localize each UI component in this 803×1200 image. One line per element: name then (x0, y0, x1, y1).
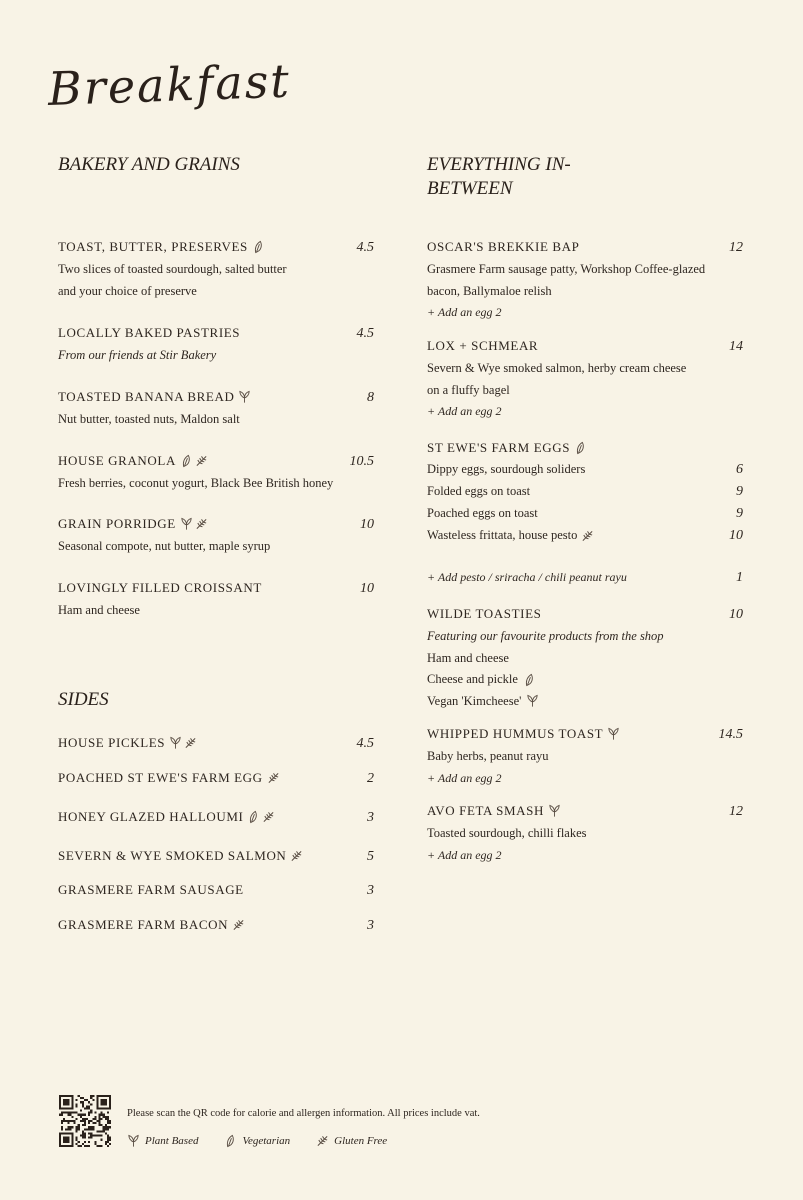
item-name: OSCAR'S BREKKIE BAP (427, 239, 580, 254)
menu-item-farm-eggs (427, 437, 747, 589)
item-header (58, 732, 378, 755)
item-addon: + Add an egg 2 (427, 770, 502, 785)
item-name-text: GRASMERE FARM SAUSAGE (58, 882, 244, 897)
item-description: Seasonal compote, nut butter, maple syrup (58, 539, 271, 553)
item-addon: + Add an egg 2 (427, 847, 502, 862)
item-icons (238, 390, 251, 404)
toastie-option (427, 669, 747, 691)
item-price: 2 (367, 771, 374, 786)
item-name-text: POACHED ST EWE'S FARM EGG (58, 770, 263, 785)
item-price: 8 (367, 390, 374, 405)
item-header (58, 513, 378, 536)
legend-gluten-free (316, 1134, 387, 1148)
item-icons (232, 918, 245, 932)
item-name-text: GRASMERE FARM BACON (58, 917, 229, 932)
item-header (58, 450, 378, 473)
item-addon: + Add an egg 2 (427, 404, 502, 418)
side-item (58, 845, 378, 868)
item-name-text: HOUSE PICKLES (58, 735, 166, 750)
menu-item-avo-feta (427, 800, 747, 866)
side-item (58, 879, 378, 902)
item-addon: + Add pesto / sriracha / chili peanut rayu (427, 570, 627, 584)
side-item (58, 806, 378, 829)
item-header (58, 577, 378, 600)
plant-based-icon (526, 694, 539, 708)
item-name-text: GRAIN PORRIDGE (58, 516, 176, 531)
item-description: bacon, Ballymaloe relish (427, 283, 552, 298)
plant-based-icon (548, 804, 561, 818)
item-price: 3 (367, 883, 374, 898)
item-name (58, 806, 275, 828)
plant-based-icon (180, 517, 193, 531)
item-price: 14.5 (718, 727, 743, 742)
item-price: 4.5 (356, 240, 374, 255)
menu-title: Breakfast (47, 53, 292, 116)
item-name-text: ST EWE'S FARM EGGS (427, 440, 571, 455)
item-price: 12 (729, 240, 743, 255)
toastie-option (427, 691, 747, 713)
item-icons (180, 517, 208, 531)
item-description: Severn & Wye smoked salmon, herby cream cheese (427, 361, 687, 375)
item-icons (247, 810, 275, 824)
legend-vegetarian (224, 1134, 290, 1148)
gluten-free-icon (262, 810, 275, 824)
gluten-free-icon (581, 529, 594, 543)
item-name (58, 513, 208, 535)
item-header (58, 806, 378, 829)
item-price: 4.5 (356, 736, 374, 751)
item-price: 3 (367, 918, 374, 933)
dietary-legend (127, 1134, 387, 1148)
item-description: and your choice of preserve (58, 283, 197, 298)
item-name (58, 767, 280, 789)
item-name-text: WHIPPED HUMMUS TOAST (427, 726, 604, 741)
item-name-text: LOCALLY BAKED PASTRIES (58, 325, 241, 340)
gluten-free-icon (195, 454, 208, 468)
sub-item (427, 459, 747, 481)
gluten-free-icon (232, 918, 245, 932)
item-header (58, 767, 378, 790)
sub-item-label: Dippy eggs, sourdough soliders (427, 462, 586, 476)
footer-note: Please scan the QR code for calorie and allergen information. All prices include vat. (127, 1108, 480, 1119)
menu-item-hummus-toast (427, 723, 747, 789)
menu-item (58, 513, 378, 558)
sub-item (427, 481, 747, 503)
item-price: 14 (729, 339, 743, 354)
item-name: WILDE TOASTIES (427, 606, 542, 621)
item-icons (290, 849, 303, 863)
item-description: Nut butter, toasted nuts, Maldon salt (58, 412, 240, 426)
item-price: 10 (360, 517, 374, 532)
sub-item-price: 9 (736, 484, 743, 499)
toastie-option-text: Vegan 'Kimcheese' (427, 693, 522, 708)
plant-based-icon (169, 736, 182, 750)
item-name-text: LOVINGLY FILLED CROISSANT (58, 580, 262, 595)
item-description: Toasted sourdough, chilli flakes (427, 826, 587, 840)
addon-price: 1 (736, 570, 743, 585)
item-name (58, 732, 197, 754)
side-item (58, 732, 378, 755)
item-icons (180, 454, 208, 468)
item-price: 3 (367, 810, 374, 825)
legend-label: Gluten Free (334, 1135, 388, 1147)
item-price: 12 (729, 804, 743, 819)
item-price: 10 (729, 607, 743, 622)
vegetarian-icon (247, 810, 260, 824)
item-icons (169, 736, 197, 750)
vegetarian-icon (574, 441, 587, 455)
item-description: Two slices of toasted sourdough, salted butter (58, 262, 287, 276)
item-price: 4.5 (356, 326, 374, 341)
sub-item-price: 6 (736, 462, 743, 477)
item-name-text: HONEY GLAZED HALLOUMI (58, 809, 244, 824)
item-name-text: TOASTED BANANA BREAD (58, 389, 235, 404)
menu-item-lox (427, 335, 747, 422)
menu-item (58, 322, 378, 367)
legend-plant-based (127, 1134, 198, 1148)
item-description: Featuring our favourite products from the shop (427, 629, 664, 643)
item-header (58, 845, 378, 868)
menu-item (58, 236, 378, 302)
item-icons (252, 240, 265, 254)
item-name-text: AVO FETA SMASH (427, 803, 544, 818)
sub-item-label: Poached eggs on toast (427, 506, 538, 520)
menu-item-brekkie-bap (427, 236, 747, 323)
item-name (58, 236, 265, 258)
sub-item-label: Folded eggs on toast (427, 484, 531, 498)
eggs-addon (427, 567, 747, 589)
gluten-free-icon (290, 849, 303, 863)
item-description: From our friends at Stir Bakery (58, 348, 217, 362)
item-header (58, 236, 378, 259)
item-price: 5 (367, 849, 374, 864)
item-name (58, 577, 262, 599)
item-name (58, 845, 303, 867)
toastie-option: Ham and cheese (427, 650, 509, 665)
item-description: Baby herbs, peanut rayu (427, 749, 549, 763)
side-item (58, 914, 378, 937)
item-header (58, 386, 378, 409)
item-name (58, 879, 244, 901)
gluten-free-icon (267, 771, 280, 785)
item-name-text: HOUSE GRANOLA (58, 453, 176, 468)
item-icons (267, 771, 280, 785)
sub-item (427, 525, 747, 547)
toastie-option-text: Cheese and pickle (427, 672, 518, 686)
item-price: 10.5 (349, 454, 374, 469)
item-addon: + Add an egg 2 (427, 305, 502, 319)
qr-code[interactable] (59, 1095, 111, 1147)
plant-based-icon (607, 727, 620, 741)
item-name: LOX + SCHMEAR (427, 338, 539, 353)
menu-item (58, 450, 378, 495)
menu-item-toasties (427, 603, 747, 712)
section-title-sides: SIDES (58, 689, 109, 710)
item-name (58, 322, 240, 344)
section-title-bakery: BAKERY AND GRAINS (58, 154, 240, 175)
section-title-everything: EVERYTHING IN-BETWEEN (427, 154, 571, 199)
item-name (58, 914, 245, 936)
item-name (58, 450, 208, 472)
menu-item (58, 386, 378, 431)
sub-item-price: 10 (729, 528, 743, 543)
vegetarian-icon (224, 1134, 237, 1148)
vegetarian-icon (523, 673, 536, 687)
item-description: on a fluffy bagel (427, 382, 510, 397)
vegetarian-icon (252, 240, 265, 254)
item-name (58, 386, 251, 408)
item-name-text: SEVERN & WYE SMOKED SALMON (58, 848, 287, 863)
legend-label: Plant Based (145, 1135, 199, 1147)
item-name (427, 800, 561, 822)
plant-based-icon (238, 390, 251, 404)
menu-item (58, 577, 378, 622)
item-name-text: TOAST, BUTTER, PRESERVES (58, 239, 248, 254)
gluten-free-icon (316, 1134, 329, 1148)
item-description: Fresh berries, coconut yogurt, Black Bee British honey (58, 476, 334, 490)
item-header (58, 914, 378, 937)
item-description: Ham and cheese (58, 603, 140, 617)
item-header (58, 322, 378, 345)
gluten-free-icon (184, 736, 197, 750)
item-description: Grasmere Farm sausage patty, Workshop Coffee-glazed (427, 262, 706, 276)
item-header (58, 879, 378, 902)
vegetarian-icon (180, 454, 193, 468)
sub-item-label-wrap (427, 525, 594, 547)
item-name (427, 723, 620, 745)
side-item (58, 767, 378, 790)
item-price: 10 (360, 581, 374, 596)
sub-item (427, 503, 747, 525)
sub-item-label: Wasteless frittata, house pesto (427, 528, 578, 543)
gluten-free-icon (195, 517, 208, 531)
plant-based-icon (127, 1134, 140, 1148)
sub-item-price: 9 (736, 506, 743, 521)
item-name (427, 437, 587, 459)
legend-label: Vegetarian (242, 1135, 291, 1147)
